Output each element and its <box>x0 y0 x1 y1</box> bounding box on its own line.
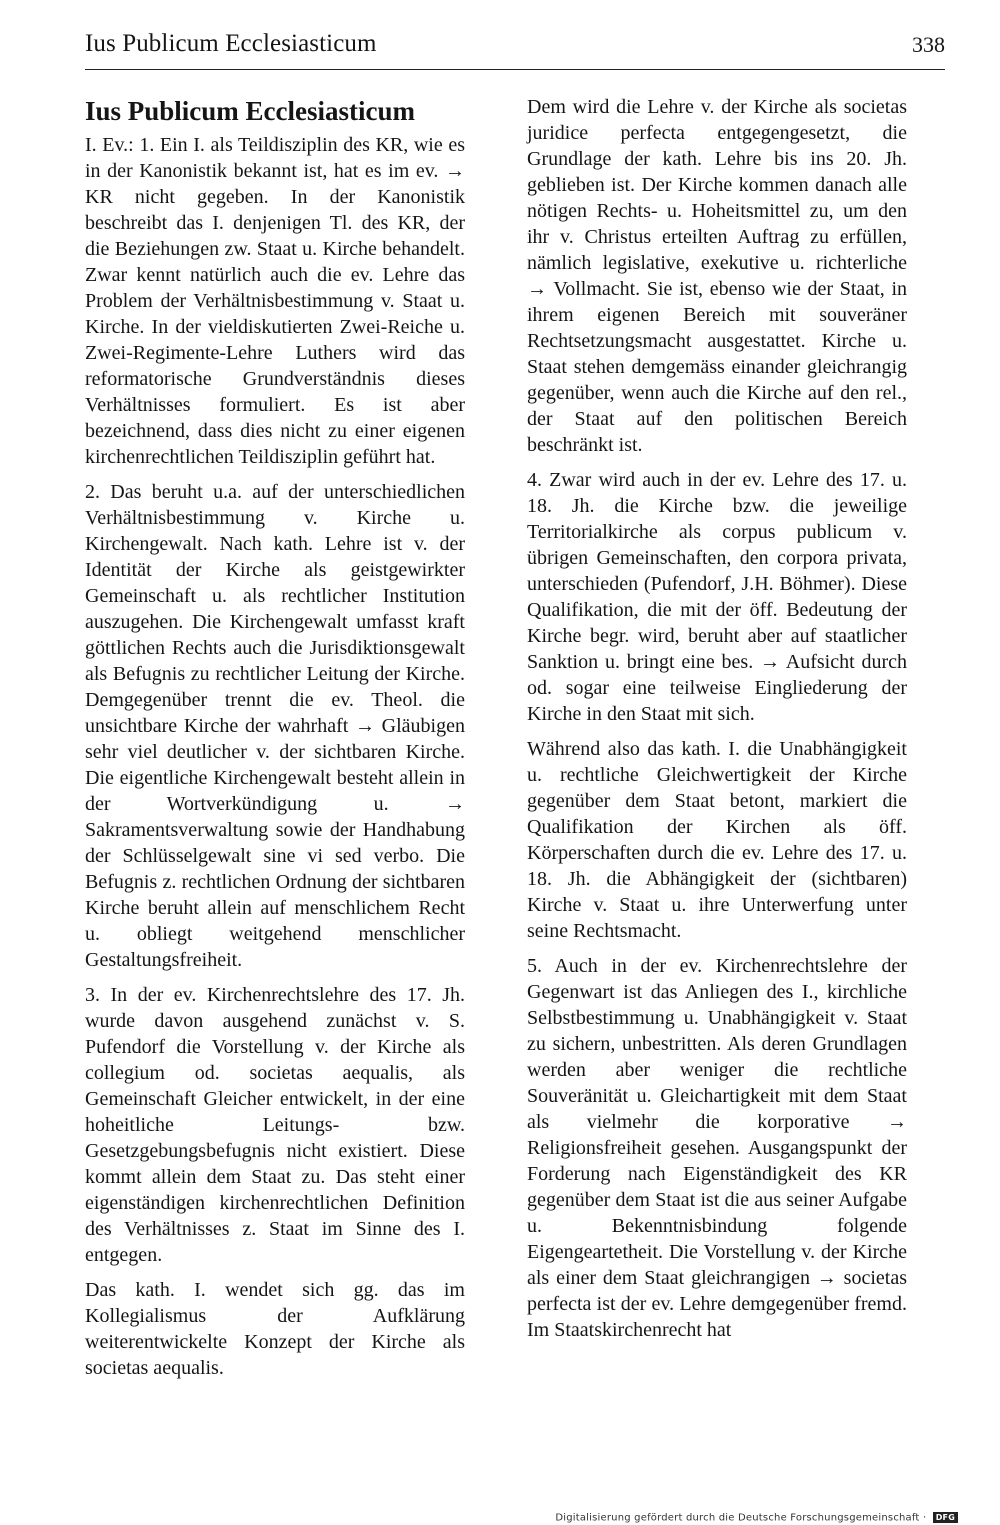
credit-text: Digitalisierung gefördert durch die Deutsche Forschungsgemeinschaft <box>555 1512 920 1523</box>
left-column <box>85 94 465 1390</box>
paragraph-5: 5. Auch in der ev. Kirchenrechtslehre der Gegenwart ist das Anliegen des I., kirchliche Selbstbestimmung u. Unabhängigkeit v. Staat zu sichern, unbestritten. Als deren Grundlagen werden aber weniger die rechtliche Souveränität u. Gleichartigkeit mit dem Staat als vielmehr die korporative → Religionsfreiheit gesehen. Ausgangspunkt der Forderung nach Eigenständigkeit des KR gegenüber dem Staat ist die aus seiner Aufgabe u. Bekenntnisbindung folgende Eigengeartetheit. Die Vorstellung v. der Kirche als einer dem Staat gleichrangigen → societas perfecta ist der ev. Lehre demgegenüber fremd. Im Staatskirchenrecht hat <box>527 955 907 1341</box>
paragraph-kath: Das kath. I. wendet sich gg. das im Kollegialismus der Aufklärung weiterentwickelte Konzept der Kirche als societas aequalis. <box>85 1279 465 1379</box>
page-number: 338 <box>912 32 945 57</box>
digitization-credit: Digitalisierung gefördert durch die Deutsche Forschungsgemeinschaft · DFG <box>555 1512 958 1524</box>
paragraph-3: 3. In der ev. Kirchenrechtslehre des 17. Jh. wurde davon ausgehend zunächst v. S. Pufendorf die Vorstellung v. der Kirche als collegium od. societas aequalis, als Gemeinschaft Gleicher entwickelt, in der eine hoheitliche Leitungs- bzw. Gesetzgebungsbefugnis nicht existiert. Diese kommt allein dem Staat zu. Das steht einer eigenständigen kirchenrechtlichen Definition des Verhältnisses z. Staat im Sinne des I. entgegen. <box>85 984 465 1266</box>
right-column <box>527 94 907 1352</box>
running-title: Ius Publicum Ecclesiasticum <box>85 30 377 57</box>
paragraph-continued: Dem wird die Lehre v. der Kirche als societas juridice perfecta entgegengesetzt, die Grundlage der kath. Lehre bis ins 20. Jh. geblieben ist. Der Kirche kommen danach alle nötigen Rechts- u. Hoheitsmittel zu, um den ihr v. Christus erteilten Auftrag zu erfüllen, nämlich legislative, exekutive u. richterliche → Vollmacht. Sie ist, ebenso wie der Staat, in ihrem eigenen Bereich mit souveräner Rechtsetzungsmacht ausgestattet. Kirche u. Staat stehen demgemäss einander gleichrangig gegenüber, wenn auch die Kirche auf den rel., der Staat auf den politischen Bereich beschränkt ist. <box>527 96 907 456</box>
page-header <box>85 28 945 68</box>
dfg-logo: DFG <box>933 1512 958 1523</box>
paragraph-4: 4. Zwar wird auch in der ev. Lehre des 17. u. 18. Jh. die Kirche bzw. die jeweilige Territorialkirche als corpus publicum v. übrigen Gemeinschaften, den corpora privata, unterschieden (Pufendorf, J.H. Böhmer). Diese Qualifikation, die mit der öff. Bedeutung der Kirche begr. wird, beruht aber auf staatlicher Sanktion u. bringt eine bes. → Aufsicht durch od. sogar eine teilweise Eingliederung der Kirche in den Staat mit sich. <box>527 469 907 725</box>
article-title: Ius Publicum Ecclesiasticum <box>85 96 416 126</box>
paragraph-2: 2. Das beruht u.a. auf der unterschiedlichen Verhältnisbestimmung v. Kirche u. Kirchengewalt. Nach kath. Lehre ist v. der Identität der Kirche als geistgewirkter Gemeinschaft u. als rechtlicher Institution auszugehen. Die Kirchengewalt umfasst kraft göttlichen Rechts auch die Jurisdiktionsgewalt als Befugnis zu rechtlicher Leitung der Kirche. Demgegenüber trennt die ev. Theol. die unsichtbare Kirche der wahrhaft → Gläubigen sehr viel deutlicher v. der sichtbaren Kirche. Die eigentliche Kirchengewalt besteht allein in der Wortverkündigung u. → Sakramentsverwaltung sowie der Handhabung der Schlüsselgewalt sine vi sed verbo. Die Befugnis z. rechtlichen Ordnung der sichtbaren Kirche beruht allein auf menschlichem Recht u. obliegt weitgehend menschlicher Gestaltungsfreiheit. <box>85 481 465 971</box>
header-divider <box>85 69 945 70</box>
paragraph-waehrend: Während also das kath. I. die Unabhängigkeit u. rechtliche Gleichwertigkeit der Kirche gegenüber dem Staat betont, markiert die Qualifikation der Kirchen als öff. Körperschaften durch die ev. Lehre des 17. u. 18. Jh. die Abhängigkeit der (sichtbaren) Kirche v. Staat u. ihre Unterwerfung unter seine Rechtsmacht. <box>527 738 907 942</box>
paragraph-intro: I. Ev.: 1. Ein I. als Teildisziplin des KR, wie es in der Kanonistik bekannt ist, hat es im ev. → KR nicht gegeben. In der Kanonistik beschreibt das I. denjenigen Tl. des KR, der die Beziehungen zw. Staat u. Kirche behandelt. Zwar kennt natürlich auch die ev. Lehre das Problem der Verhältnisbestimmung v. Staat u. Kirche. In der vieldiskutierten Zwei-Reiche u. Zwei-Regimente-Lehre Luthers wird das reformatorische Grundverständnis dieses Verhältnisses formuliert. Es ist aber bezeichnend, dass dies nicht zu einer eigenen kirchenrechtlichen Teildisziplin geführt hat. <box>85 134 465 468</box>
